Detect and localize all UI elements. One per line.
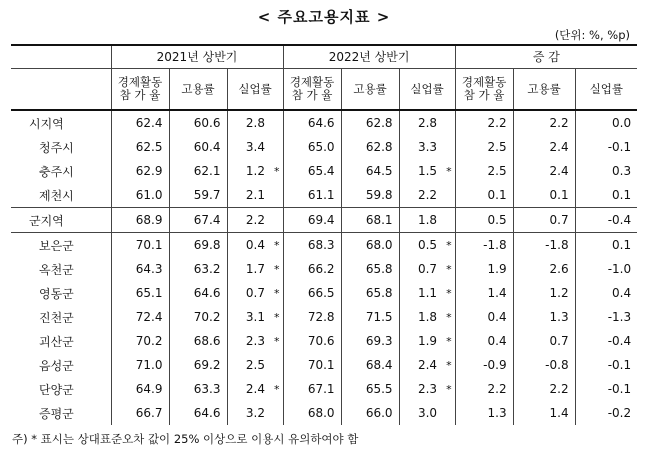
unemp-change-cell: -1.0 [607, 262, 632, 276]
region-name: 단양군 [11, 377, 111, 401]
rse-flag-2021 [271, 401, 283, 425]
emp-2021-cell: 64.6 [169, 281, 227, 305]
emp-2021-cell: 63.3 [169, 377, 227, 401]
region-name: 시지역 [11, 110, 111, 135]
region-name: 진천군 [11, 305, 111, 329]
emp-change-cell: 2.6 [513, 257, 575, 281]
lfpr-2021-cell: 62.9 [111, 159, 169, 183]
unemp-change-cell: 0.1 [612, 188, 632, 202]
emp-2021-cell: 69.8 [169, 233, 227, 258]
lfpr-2021-cell: 68.9 [111, 208, 169, 233]
emp-2022-cell: 71.5 [341, 305, 399, 329]
region-name: 청주시 [11, 135, 111, 159]
table-row [11, 281, 637, 305]
emp-2021-cell: 62.1 [169, 159, 227, 183]
period-2022-header: 2022년 상반기 [283, 45, 455, 69]
lfpr-change-cell: 0.4 [455, 329, 513, 353]
unemp-2021-cell: 2.5 [245, 358, 265, 372]
lfpr-change-cell: 2.5 [455, 135, 513, 159]
table-body [11, 110, 637, 425]
region-header-blank [11, 69, 111, 111]
unemp-2022-cell: 0.7 [417, 262, 438, 276]
unemp-2022-cell: 2.4 [417, 358, 438, 372]
lfpr-change-cell: 1.3 [455, 401, 513, 425]
emp-2022-cell: 62.8 [341, 110, 399, 135]
employment-indicators-table [11, 44, 637, 425]
table-row [11, 305, 637, 329]
lfpr-2022-cell: 64.6 [283, 110, 341, 135]
rse-flag-2022 [443, 208, 455, 233]
table-row [11, 329, 637, 353]
emp-change-cell: 1.3 [513, 305, 575, 329]
lfpr-change-cell: 2.5 [455, 159, 513, 183]
lfpr-2021-cell: 70.1 [111, 233, 169, 258]
table-row [11, 233, 637, 258]
emp-change-cell: 2.2 [513, 377, 575, 401]
region-name: 괴산군 [11, 329, 111, 353]
emp-2022-cell: 59.8 [341, 183, 399, 208]
emp-2021-cell: 68.6 [169, 329, 227, 353]
lfpr-change-cell: 1.9 [455, 257, 513, 281]
emp-change-cell: 1.4 [513, 401, 575, 425]
unemp-2021-cell: 2.8 [245, 116, 265, 130]
lfpr-header-change: 경제활동 참 가 율 [455, 69, 513, 111]
emp-header-2021: 고용률 [169, 69, 227, 111]
region-name: 충주시 [11, 159, 111, 183]
emp-2022-cell: 64.5 [341, 159, 399, 183]
region-header-corner [11, 45, 111, 69]
lfpr-header-2021: 경제활동 참 가 율 [111, 69, 169, 111]
unemp-2022-cell: 3.0 [417, 406, 438, 420]
table-row [11, 257, 637, 281]
lfpr-2021-cell: 62.5 [111, 135, 169, 159]
unemp-change-cell: 0.4 [612, 286, 632, 300]
emp-2022-cell: 66.0 [341, 401, 399, 425]
rse-flag-2021 [271, 353, 283, 377]
emp-change-cell: 2.4 [513, 159, 575, 183]
emp-2022-cell: 65.8 [341, 281, 399, 305]
lfpr-change-cell: 0.1 [455, 183, 513, 208]
rse-flag-2021 [271, 183, 283, 208]
region-name: 영동군 [11, 281, 111, 305]
emp-2021-cell: 63.2 [169, 257, 227, 281]
region-name: 옥천군 [11, 257, 111, 281]
rse-flag-2021: * [271, 305, 283, 329]
rse-flag-2022 [443, 110, 455, 135]
lfpr-change-cell: 2.2 [455, 110, 513, 135]
rse-flag-2021 [271, 110, 283, 135]
lfpr-2021-cell: 66.7 [111, 401, 169, 425]
table-row [11, 377, 637, 401]
unemp-2021-cell: 0.7 [245, 286, 265, 300]
unemp-change-cell: -0.1 [607, 358, 632, 372]
unemp-2022-cell: 0.5 [399, 233, 443, 258]
rse-flag-2021 [271, 208, 283, 233]
emp-header-2022: 고용률 [341, 69, 399, 111]
rse-flag-2022: * [443, 353, 455, 377]
unemp-2022-cell: 2.3 [417, 382, 438, 396]
rse-flag-2022: * [443, 159, 455, 183]
unemp-2021-cell: 0.4 [227, 233, 271, 258]
unemp-2022-cell: 3.3 [417, 140, 438, 154]
footnote: 주) * 표시는 상대표준오차 값이 25% 이상으로 이용시 유의하여야 함 [12, 432, 359, 446]
unemp-header-change: 실업률 [575, 69, 637, 111]
unemp-header-2022: 실업률 [399, 69, 455, 111]
rse-flag-2022: * [443, 233, 455, 258]
lfpr-2022-cell: 66.2 [283, 257, 341, 281]
unemp-2022-cell: 1.9 [417, 334, 438, 348]
emp-2022-cell: 65.8 [341, 257, 399, 281]
lfpr-2021-cell: 62.4 [111, 110, 169, 135]
lfpr-2021-cell: 64.9 [111, 377, 169, 401]
emp-2021-cell: 69.2 [169, 353, 227, 377]
rse-flag-2021: * [271, 159, 283, 183]
rse-flag-2021 [271, 135, 283, 159]
table-row [11, 208, 637, 233]
region-name: 음성군 [11, 353, 111, 377]
unit-label: (단위: %, %p) [554, 28, 630, 42]
unemp-2022-cell: 1.1 [417, 286, 438, 300]
unemp-change-cell: 0.1 [575, 233, 637, 258]
rse-flag-2022: * [443, 257, 455, 281]
emp-2021-cell: 59.7 [169, 183, 227, 208]
lfpr-change-cell: 1.4 [455, 281, 513, 305]
emp-change-cell: -0.8 [513, 353, 575, 377]
lfpr-2021-cell: 70.2 [111, 329, 169, 353]
lfpr-2022-cell: 67.1 [283, 377, 341, 401]
emp-change-cell: 0.1 [513, 183, 575, 208]
lfpr-2022-cell: 69.4 [283, 208, 341, 233]
emp-change-cell: 2.2 [513, 110, 575, 135]
rse-flag-2022: * [443, 281, 455, 305]
region-name: 보은군 [11, 233, 111, 258]
lfpr-2022-cell: 65.0 [283, 135, 341, 159]
unemp-2021-cell: 2.3 [245, 334, 265, 348]
unemp-2021-cell: 2.1 [245, 188, 265, 202]
lfpr-change-cell: 0.4 [455, 305, 513, 329]
emp-change-cell: -1.8 [513, 233, 575, 258]
lfpr-change-cell: 0.5 [455, 208, 513, 233]
unemp-2021-cell: 2.4 [245, 382, 265, 396]
emp-2022-cell: 69.3 [341, 329, 399, 353]
unemp-change-cell: 0.0 [612, 116, 632, 130]
lfpr-2022-cell: 70.1 [283, 353, 341, 377]
rse-flag-2021: * [271, 329, 283, 353]
unemp-2022-cell: 1.8 [399, 208, 443, 233]
rse-flag-2022 [443, 401, 455, 425]
emp-2022-cell: 62.8 [341, 135, 399, 159]
rse-flag-2021: * [271, 281, 283, 305]
lfpr-change-cell: -0.9 [455, 353, 513, 377]
change-header: 증 감 [455, 45, 637, 69]
rse-flag-2022: * [443, 377, 455, 401]
emp-2022-cell: 68.1 [341, 208, 399, 233]
unemp-2022-cell: 2.8 [417, 116, 438, 130]
lfpr-2021-cell: 65.1 [111, 281, 169, 305]
unemp-2022-cell: 1.8 [417, 310, 438, 324]
unemp-2021-cell: 3.2 [245, 406, 265, 420]
rse-flag-2022 [443, 183, 455, 208]
period-2021-header: 2021년 상반기 [111, 45, 283, 69]
lfpr-2022-cell: 65.4 [283, 159, 341, 183]
unemp-2021-cell: 3.4 [245, 140, 265, 154]
region-name: 증평군 [11, 401, 111, 425]
emp-change-cell: 0.7 [513, 208, 575, 233]
emp-2021-cell: 70.2 [169, 305, 227, 329]
lfpr-2021-cell: 71.0 [111, 353, 169, 377]
lfpr-2022-cell: 68.3 [283, 233, 341, 258]
lfpr-header-2022: 경제활동 참 가 율 [283, 69, 341, 111]
table-row [11, 159, 637, 183]
rse-flag-2021: * [271, 257, 283, 281]
rse-flag-2021: * [271, 377, 283, 401]
unemp-2021-cell: 2.2 [227, 208, 271, 233]
unemp-change-cell: -0.4 [607, 334, 632, 348]
emp-2021-cell: 64.6 [169, 401, 227, 425]
unemp-2022-cell: 1.5 [417, 164, 438, 178]
rse-flag-2022: * [443, 329, 455, 353]
lfpr-2022-cell: 66.5 [283, 281, 341, 305]
emp-2022-cell: 65.5 [341, 377, 399, 401]
unemp-change-cell: -0.1 [607, 140, 632, 154]
unemp-2021-cell: 3.1 [245, 310, 265, 324]
rse-flag-2022: * [443, 305, 455, 329]
emp-2021-cell: 60.6 [169, 110, 227, 135]
lfpr-2021-cell: 61.0 [111, 183, 169, 208]
table-row [11, 110, 637, 135]
emp-2021-cell: 60.4 [169, 135, 227, 159]
unemp-2021-cell: 1.2 [245, 164, 265, 178]
lfpr-change-cell: -1.8 [455, 233, 513, 258]
unemp-change-cell: -0.4 [575, 208, 637, 233]
lfpr-2022-cell: 68.0 [283, 401, 341, 425]
table-title: < 주요고용지표 > [257, 8, 391, 26]
table-row [11, 183, 637, 208]
region-name: 군지역 [11, 208, 111, 233]
lfpr-2021-cell: 72.4 [111, 305, 169, 329]
emp-change-cell: 2.4 [513, 135, 575, 159]
emp-2021-cell: 67.4 [169, 208, 227, 233]
lfpr-2022-cell: 70.6 [283, 329, 341, 353]
emp-2022-cell: 68.4 [341, 353, 399, 377]
unemp-change-cell: -0.2 [607, 406, 632, 420]
emp-change-cell: 1.2 [513, 281, 575, 305]
table-row [11, 401, 637, 425]
unemp-change-cell: 0.3 [612, 164, 632, 178]
table-row [11, 353, 637, 377]
region-name: 제천시 [11, 183, 111, 208]
unemp-header-2021: 실업률 [227, 69, 283, 111]
rse-flag-2022 [443, 135, 455, 159]
table-row [11, 135, 637, 159]
unemp-change-cell: -1.3 [607, 310, 632, 324]
emp-header-change: 고용률 [513, 69, 575, 111]
emp-change-cell: 0.7 [513, 329, 575, 353]
lfpr-2021-cell: 64.3 [111, 257, 169, 281]
lfpr-2022-cell: 61.1 [283, 183, 341, 208]
unemp-2021-cell: 1.7 [245, 262, 265, 276]
rse-flag-2021: * [271, 233, 283, 258]
emp-2022-cell: 68.0 [341, 233, 399, 258]
lfpr-change-cell: 2.2 [455, 377, 513, 401]
unemp-2022-cell: 2.2 [417, 188, 438, 202]
lfpr-2022-cell: 72.8 [283, 305, 341, 329]
unemp-change-cell: -0.1 [607, 382, 632, 396]
